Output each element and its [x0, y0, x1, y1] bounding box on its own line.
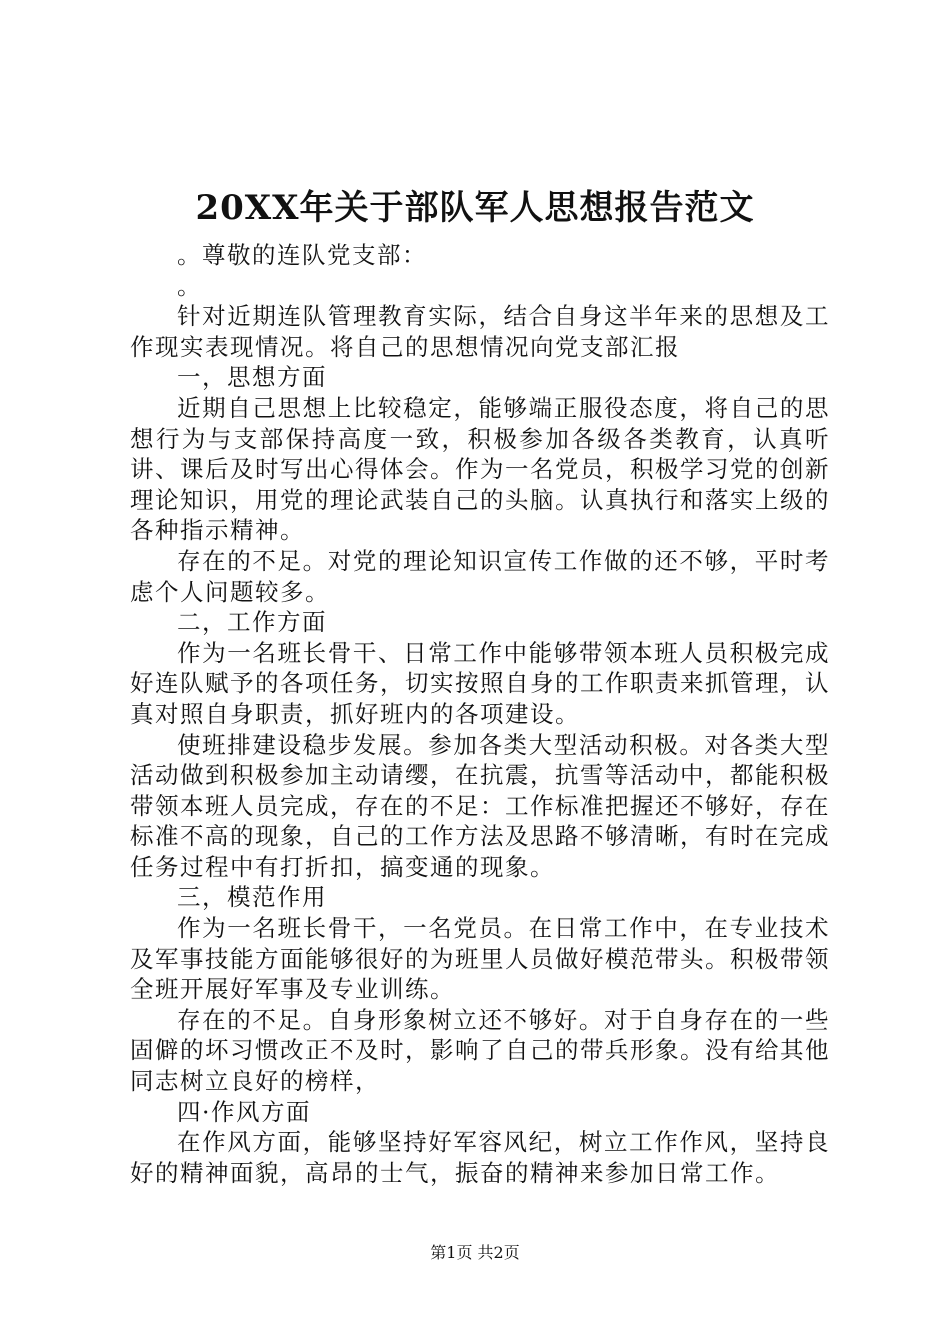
section-heading: 三，模范作用	[177, 883, 327, 912]
paragraph: 使班排建设稳步发展。参加各类大型活动积极。对各类大型活动做到积极参加主动请缨，在抗震，抗雪等活动中，都能积极带领本班人员完成，存在的不足：工作标准把握还不够好，存在标准不高的现象，自己的工作方法及思路不够清晰，有时在完成任务过程中有打折扣，搞变通的现象。	[130, 730, 830, 881]
document-title: 20XX年关于部队军人思想报告范文	[195, 188, 755, 228]
section-heading: 四·作风方面	[177, 1097, 311, 1126]
paragraph: 作为一名班长骨干，一名党员。在日常工作中，在专业技术及军事技能方面能够很好的为班里人员做好模范带头。积极带领全班开展好军事及专业训练。	[130, 914, 830, 1004]
paragraph: 作为一名班长骨干、日常工作中能够带领本班人员积极完成好连队赋予的各项任务，切实按照自身的工作职责来抓管理，认真对照自身职责，抓好班内的各项建设。	[130, 638, 830, 728]
document-body	[130, 240, 830, 1188]
paragraph: 。	[177, 271, 202, 300]
page-number-footer: 第1页 共2页	[430, 1243, 520, 1262]
section-heading: 一，思想方面	[177, 363, 327, 392]
paragraph: 针对近期连队管理教育实际，结合自身这半年来的思想及工作现实表现情况。将自己的思想情况向党支部汇报	[130, 302, 830, 361]
paragraph: 存在的不足。对党的理论知识宣传工作做的还不够，平时考虑个人问题较多。	[130, 546, 830, 606]
paragraph: 在作风方面，能够坚持好军容风纪，树立工作作风，坚持良好的精神面貌，高昂的士气，振奋的精神来参加日常工作。	[130, 1128, 830, 1187]
paragraph: 近期自己思想上比较稳定，能够端正服役态度，将自己的思想行为与支部保持高度一致，积极参加各级各类教育，认真听讲、课后及时写出心得体会。作为一名党员，积极学习党的创新理论知识，用党的理论武装自己的头脑。认真执行和落实上级的各种指示精神。	[130, 393, 830, 545]
section-heading: 二，工作方面	[177, 608, 327, 637]
salutation: 。尊敬的连队党支部：	[177, 241, 427, 269]
paragraph: 存在的不足。自身形象树立还不够好。对于自身存在的一些固僻的坏习惯改正不及时，影响了自己的带兵形象。没有给其他同志树立良好的榜样，	[130, 1005, 830, 1096]
